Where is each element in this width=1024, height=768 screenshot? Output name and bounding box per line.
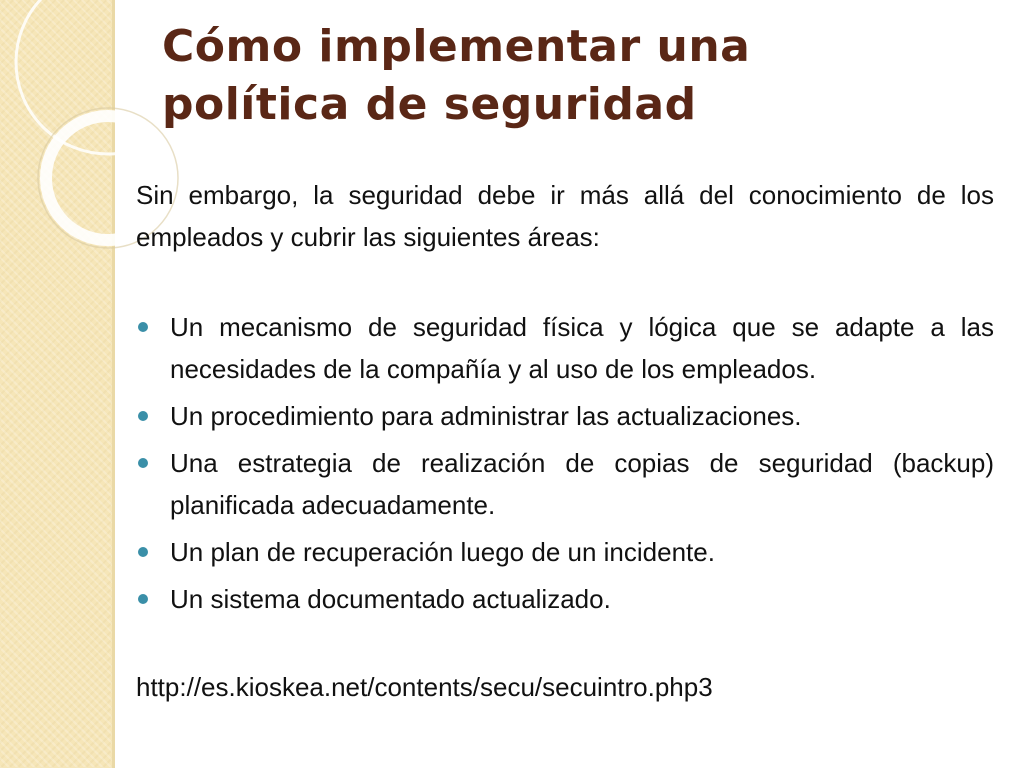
- side-panel-edge: [112, 0, 115, 768]
- bullet-text: Un plan de recuperación luego de un incidente.: [170, 537, 715, 567]
- list-item: [136, 306, 994, 390]
- list-item: [136, 442, 994, 526]
- title-line-1: Cómo implementar una: [162, 21, 751, 72]
- bullet-dot-icon: [138, 458, 148, 468]
- bullet-dot-icon: [138, 322, 148, 332]
- bullet-text: Un mecanismo de seguridad física y lógica que se adapte a las necesidades de la compañía y al uso de los empleados.: [170, 312, 994, 384]
- slide-body: [136, 174, 994, 708]
- list-item: [136, 531, 994, 573]
- bullet-text: Un procedimiento para administrar las actualizaciones.: [170, 401, 802, 431]
- bullet-dot-icon: [138, 594, 148, 604]
- title-line-2: política de seguridad: [162, 79, 697, 130]
- list-item: [136, 395, 994, 437]
- bullet-dot-icon: [138, 411, 148, 421]
- slide-title: [162, 18, 982, 134]
- bullet-text: Una estrategia de realización de copias de seguridad (backup) planificada adecuadamente.: [170, 448, 994, 520]
- bullet-list: [136, 306, 994, 620]
- bullet-dot-icon: [138, 547, 148, 557]
- source-url: http://es.kioskea.net/contents/secu/secuintro.php3: [136, 672, 713, 702]
- intro-paragraph: Sin embargo, la seguridad debe ir más allá del conocimiento de los empleados y cubrir las siguientes áreas:: [136, 180, 994, 252]
- list-item: [136, 578, 994, 620]
- side-decoration-panel: [0, 0, 112, 768]
- bullet-text: Un sistema documentado actualizado.: [170, 584, 611, 614]
